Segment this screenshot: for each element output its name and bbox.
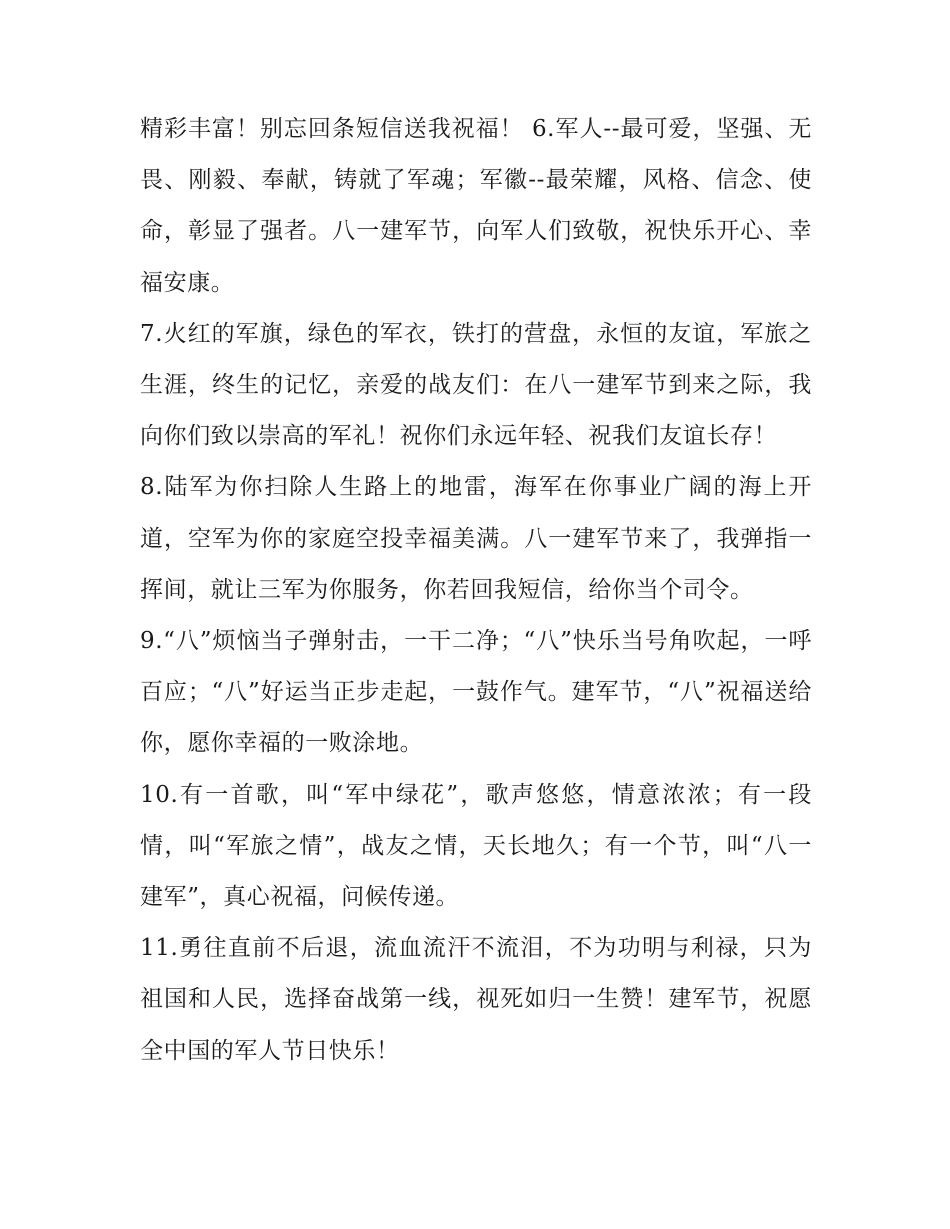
paragraph-7: 7.火红的军旗，绿色的军衣，铁打的营盘，永恒的友谊，军旅之生涯，终生的记忆，亲爱的战友们：在八一建军节到来之际，我向你们致以崇高的军礼！祝你们永远年轻、祝我们友谊长存！ xyxy=(140,320,812,450)
document-body xyxy=(140,104,812,1077)
paragraph-9: 9.“八”烦恼当子弹射击，一干二净；“八”快乐当号角吹起，一呼百应；“八”好运当正步走起，一鼓作气。建军节，“八”祝福送给你，愿你幸福的一败涂地。 xyxy=(140,628,812,757)
paragraph-6: 精彩丰富！别忘回条短信送我祝福！ 6.军人--最可爱，坚强、无畏、刚毅、奉献，铸就了军魂；军徽--最荣耀，风格、信念、使命，彰显了强者。八一建军节，向军人们致敬，祝快乐开心、幸福安康。 xyxy=(140,116,812,296)
paragraph-10: 10.有一首歌，叫“军中绿花”，歌声悠悠，情意浓浓；有一段情，叫“军旅之情”，战友之情，天长地久；有一个节，叫“八一建军”，真心祝福，问候传递。 xyxy=(140,781,812,911)
paragraph-8: 8.陆军为你扫除人生路上的地雷，海军在你事业广阔的海上开道，空军为你的家庭空投幸福美满。八一建军节来了，我弹指一挥间，就让三军为你服务，你若回我短信，给你当个司令。 xyxy=(140,474,812,603)
paragraph-11: 11.勇往直前不后退，流血流汗不流泪，不为功明与利禄，只为祖国和人民，选择奋战第一线，视死如归一生赞！建军节，祝愿全中国的军人节日快乐！ xyxy=(140,935,812,1064)
